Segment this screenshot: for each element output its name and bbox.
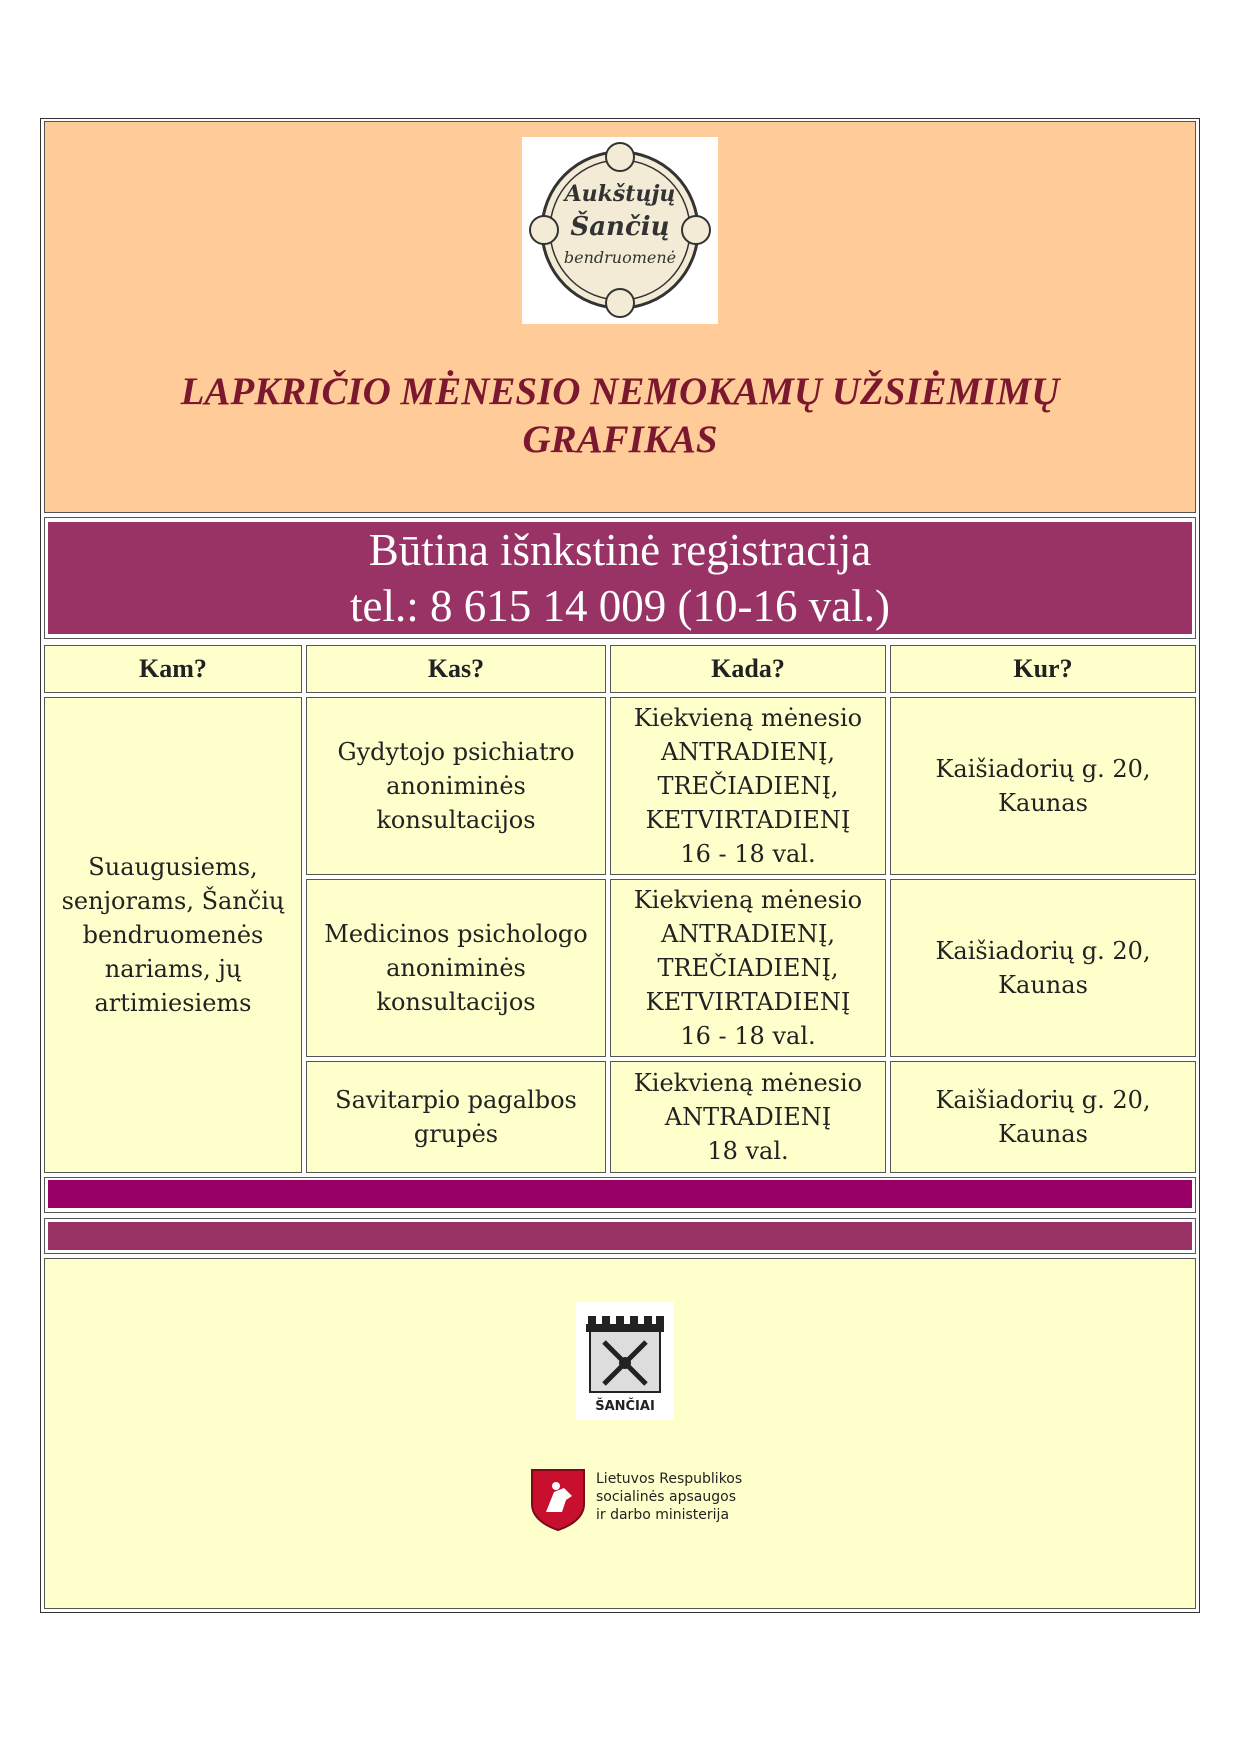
row-2-when: Kiekvieną mėnesio ANTRADIENĮ, TREČIADIENĮ, KETVIRTADIENĮ 16 - 18 val. bbox=[610, 879, 886, 1057]
magenta-bar bbox=[48, 1180, 1192, 1208]
page-title bbox=[44, 368, 1196, 464]
registration-phone: tel.: 8 615 14 009 (10-16 val.) bbox=[350, 581, 890, 631]
sanciai-logo bbox=[576, 1302, 674, 1420]
title-line-2: GRAFIKAS bbox=[522, 418, 718, 461]
ministry-logo bbox=[528, 1466, 768, 1536]
row-3-where: Kaišiadorių g. 20, Kaunas bbox=[890, 1061, 1196, 1173]
registration-line-1: Būtina išnkstinė registracija bbox=[368, 525, 872, 575]
row-1-when: Kiekvieną mėnesio ANTRADIENĮ, TREČIADIENĮ, KETVIRTADIENĮ 16 - 18 val. bbox=[610, 697, 886, 875]
community-logo bbox=[522, 137, 718, 324]
row-1-where: Kaišiadorių g. 20, Kaunas bbox=[890, 697, 1196, 875]
row-3-when: Kiekvieną mėnesio ANTRADIENĮ 18 val. bbox=[610, 1061, 886, 1173]
plum-bar bbox=[48, 1222, 1192, 1250]
header-kada: Kada? bbox=[610, 645, 886, 693]
logo-text-3: bendruomenė bbox=[563, 248, 677, 267]
row-3-what: Savitarpio pagalbos grupės bbox=[306, 1061, 606, 1173]
sanciai-label: ŠANČIAI bbox=[595, 1399, 655, 1414]
audience-cell: Suaugusiems, senjorams, Šančių bendruomenės nariams, jų artimiesiems bbox=[44, 697, 302, 1173]
row-2-where: Kaišiadorių g. 20, Kaunas bbox=[890, 879, 1196, 1057]
header-kas: Kas? bbox=[306, 645, 606, 693]
ministry-text: Lietuvos Respublikos socialinės apsaugos ir darbo ministerija bbox=[596, 1471, 743, 1523]
row-1-what: Gydytojo psichiatro anoniminės konsultacijos bbox=[306, 697, 606, 875]
row-2-what: Medicinos psichologo anoniminės konsultacijos bbox=[306, 879, 606, 1057]
title-line-1: LAPKRIČIO MĖNESIO NEMOKAMŲ UŽSIĖMIMŲ bbox=[180, 370, 1060, 413]
logo-text-1: Aukštųjų bbox=[564, 181, 676, 207]
header-kur: Kur? bbox=[890, 645, 1196, 693]
registration-banner bbox=[48, 522, 1192, 634]
logo-text-2: Šančių bbox=[570, 212, 670, 242]
header-kam: Kam? bbox=[44, 645, 302, 693]
